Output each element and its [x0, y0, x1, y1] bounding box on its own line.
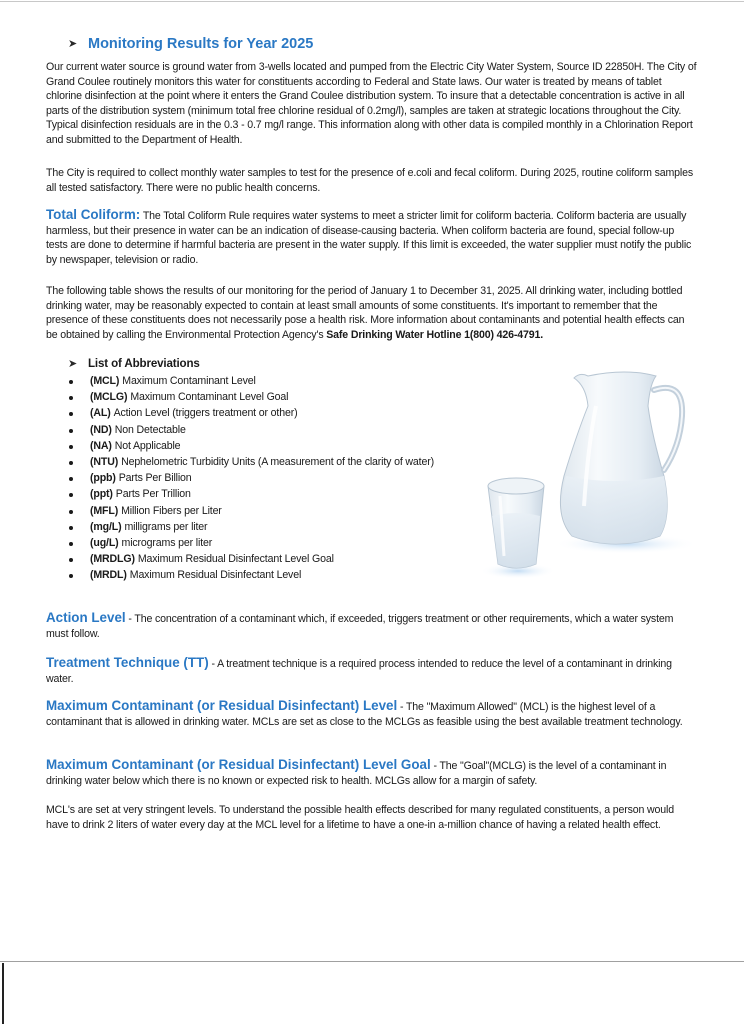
abbreviation-description: Not Applicable	[114, 439, 181, 452]
abbreviation-item	[68, 551, 478, 567]
abbreviation-item	[68, 486, 478, 502]
arrow-bullet-icon: ➤	[68, 358, 78, 371]
coliform-paragraph: The City is required to collect monthly water samples to test for the presence of e.coli and fecal coliform. During 2025, routine coliform samples all tested satisfactory. There were no public health concerns.	[46, 167, 693, 194]
abbreviation-item	[68, 454, 478, 470]
mcl-text: - The "Maximum Allowed" (MCL) is the highest level of a contaminant that is allowed in drinking water. MCLs are set as close to the MCLGs as feasible using the best available treatment technology.	[46, 701, 683, 728]
water-pitcher-and-glass-image	[476, 366, 696, 586]
abbreviation-term: (MFL)	[90, 504, 119, 517]
abbreviation-description: Maximum Contaminant Level Goal	[130, 391, 289, 404]
abbreviation-item	[68, 535, 478, 551]
action-level-text: - The concentration of a contaminant which, if exceeded, triggers treatment or other requirements, which a water system must follow.	[46, 613, 674, 640]
abbreviation-term: (mg/L)	[90, 520, 122, 533]
abbreviation-term: (MRDL)	[90, 569, 127, 582]
abbreviation-description: Parts Per Trillion	[115, 488, 191, 501]
abbreviation-term: (NA)	[90, 439, 112, 452]
abbreviation-term: (AL)	[90, 407, 111, 420]
table-intro-text: The following table shows the results of our monitoring for the period of January 1 to December 31, 2025. All drinking water, including bottled drinking water, may be reasonably expected to contain at least small amounts of some constituents. It's important to remember that the presence of these constituents does not necessarily pose a health risk. More information about contaminants and potential health effects can be obtained by calling the Environmental Protection Agency's	[46, 285, 685, 341]
abbreviation-item	[68, 405, 478, 421]
abbreviation-item	[68, 470, 478, 486]
abbreviation-term: (ug/L)	[90, 537, 119, 550]
total-coliform-section	[46, 208, 698, 267]
abbreviation-term: (ppt)	[90, 488, 113, 501]
abbreviation-description: Million Fibers per Liter	[121, 504, 222, 517]
abbreviation-term: (MCL)	[90, 375, 120, 387]
action-level-heading: Action Level	[46, 610, 126, 625]
treatment-technique-heading: Treatment Technique (TT)	[46, 655, 209, 670]
abbreviation-term: (NTU)	[90, 456, 119, 469]
footer-rule	[0, 961, 744, 962]
abbreviation-term: (ppb)	[90, 472, 116, 485]
mcl-heading: Maximum Contaminant (or Residual Disinfectant) Level	[46, 698, 398, 713]
abbreviation-term: (MRDLG)	[90, 553, 135, 566]
abbreviation-description: Parts Per Billion	[118, 472, 192, 485]
abbreviation-term: (MCLG)	[90, 391, 128, 404]
mclg-section	[46, 758, 698, 788]
table-intro-paragraph	[46, 284, 698, 342]
abbreviation-item	[68, 503, 478, 519]
hotline-text: Safe Drinking Water Hotline 1(800) 426-4791.	[326, 328, 543, 341]
abbreviation-description: milligrams per liter	[124, 520, 208, 533]
abbreviation-term: (ND)	[90, 423, 112, 436]
abbreviation-item	[68, 438, 478, 454]
mclg-text: - The "Goal"(MCLG) is the level of a contaminant in drinking water below which there is no known or expected risk to health. MCLGs allow for a margin of safety.	[46, 760, 667, 787]
scan-edge-bar	[2, 963, 4, 1024]
total-coliform-text: The Total Coliform Rule requires water systems to meet a stricter limit for coliform bacteria. Coliform bacteria are usually harmless, but their presence in water can be an indication of disease-causing bacteria. When coliform bacteria are found, special follow-up tests are done to determine if harmful bacteria are present in the water supply. If this limit is exceeded, the water supplier must notify the public by newspaper, television or radio.	[46, 210, 692, 266]
top-rule	[0, 1, 744, 2]
abbreviations-title	[68, 356, 478, 373]
treatment-technique-text: - A treatment technique is a required process intended to reduce the level of a contaminant in drinking water.	[46, 658, 672, 685]
mclg-heading: Maximum Contaminant (or Residual Disinfectant) Level Goal	[46, 757, 431, 772]
abbreviation-description: micrograms per liter	[121, 537, 213, 550]
abbreviation-item	[68, 567, 478, 583]
abbreviation-item	[68, 519, 478, 535]
abbreviation-description: Action Level (triggers treatment or other)	[113, 407, 298, 420]
page-title-text: Monitoring Results for Year 2025	[88, 36, 314, 52]
abbreviation-item	[68, 422, 478, 438]
abbreviations-list	[68, 373, 478, 584]
abbreviation-description: Maximum Residual Disinfectant Level	[129, 569, 302, 582]
arrow-bullet-icon: ➤	[68, 38, 78, 50]
action-level-section	[46, 611, 698, 641]
abbreviation-item	[68, 389, 478, 405]
abbreviations-block	[68, 356, 478, 584]
abbreviation-description: Maximum Residual Disinfectant Level Goal	[137, 553, 334, 566]
intro-paragraph: Our current water source is ground water from 3-wells located and pumped from the Electric City Water System, Source ID 22850H. The City of Grand Coulee routinely monitors this water for constituents according to Federal and State laws. Our water is treated by means of tablet chlorine disinfection at the point where it enters the Grand Coulee distribution system. To insure that a detectable concentration is active in all parts of the distribution system (minimum total free chlorine residual of 0.2mg/l), samples are taken at strategic locations throughout the City. Typical disinfection residuals are in the 0.3 - 0.7 mg/l range. This information along with other data is compiled monthly in a Chlorination Report and submitted to the Department of Health.	[46, 61, 697, 146]
page-title	[68, 37, 313, 52]
abbreviation-description: Nephelometric Turbidity Units (A measurement of the clarity of water)	[121, 456, 434, 469]
abbreviation-description: Non Detectable	[114, 423, 186, 436]
abbreviation-description: Maximum Contaminant Level	[122, 375, 256, 387]
abbreviations-title-text: List of Abbreviations	[88, 357, 200, 371]
abbreviation-item	[68, 373, 478, 389]
total-coliform-heading: Total Coliform:	[46, 207, 141, 222]
closing-paragraph: MCL's are set at very stringent levels. To understand the possible health effects described for many regulated constituents, a person would have to drink 2 liters of water every day at the MCL level for a lifetime to have a one-in a-million chance of having a related health effect.	[46, 804, 674, 831]
treatment-technique-section	[46, 656, 698, 686]
mcl-section	[46, 699, 698, 729]
